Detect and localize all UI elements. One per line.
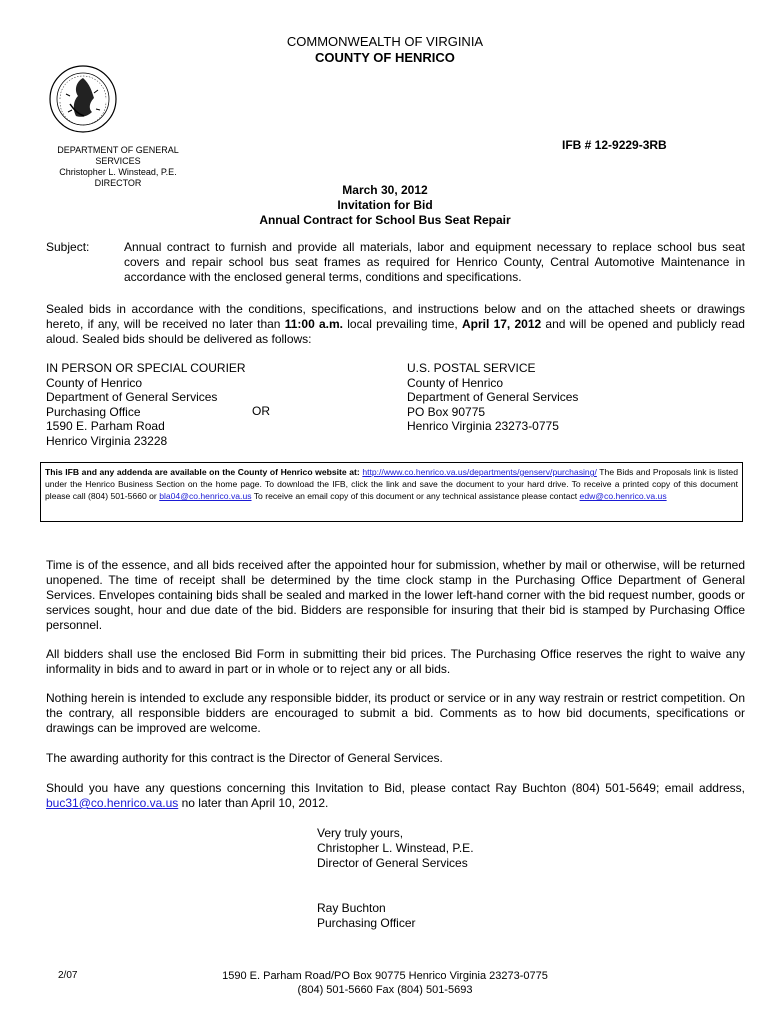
deadline-date: April 17, 2012 <box>462 317 542 331</box>
bid-form-paragraph: All bidders shall use the enclosed Bid Form in submitting their bid prices. The Purchasing Office reserves the right to waive any informality in bids and to award in part or in whole or to reject any or all bids. <box>46 647 745 676</box>
questions-paragraph: Should you have any questions concerning this Invitation to Bid, please contact Ray Buchton (804) 501-5649; email address, buc31@co.henrico.va.us no later than April 10, 2012. <box>46 781 745 810</box>
nothing-herein-paragraph: Nothing herein is intended to exclude any responsible bidder, its product or service or in any way restrain or restrict competition. On the contrary, all responsible bidders are encouraged to submit a bid. Comments as to how bid documents, specifications or drawings can be improved are welcome. <box>46 691 745 735</box>
county-seal-logo <box>48 64 118 134</box>
department-person: Christopher L. Winstead, P.E. <box>59 167 177 177</box>
closing: Very truly yours, <box>317 826 404 840</box>
department-title: DIRECTOR <box>94 178 142 188</box>
form-code: 2/07 <box>58 970 78 981</box>
signer-name-1: Christopher L. Winstead, P.E. <box>317 841 474 855</box>
contract-title: Annual Contract for School Bus Seat Repair <box>259 213 511 227</box>
document-date: March 30, 2012 <box>342 183 428 197</box>
technical-assistance-email-link[interactable]: edw@co.henrico.va.us <box>579 491 667 501</box>
subject-label: Subject: <box>46 240 90 254</box>
header-commonwealth: COMMONWEALTH OF VIRGINIA <box>286 34 484 49</box>
purchasing-website-link[interactable]: http://www.co.henrico.va.us/departments/genserv/purchasing/ <box>362 467 597 477</box>
postal-heading: U.S. POSTAL SERVICE <box>407 361 536 375</box>
signer-title-2: Purchasing Officer <box>317 916 416 930</box>
signer-name-2: Ray Buchton <box>317 901 386 915</box>
subject-text: Annual contract to furnish and provide all materials, labor and equipment necessary to replace school bus seat covers and repair school bus seat frames as required for Henrico County, Central Automotive Maintenance in accordance with the enclosed general terms, conditions and specifications. <box>124 240 745 284</box>
printed-copy-email-link[interactable]: bla04@co.henrico.va.us <box>159 491 252 501</box>
ifb-number: IFB # 12-9229-3RB <box>562 138 667 152</box>
footer <box>0 969 770 997</box>
courier-heading: IN PERSON OR SPECIAL COURIER <box>46 361 246 375</box>
website-notice-box: This IFB and any addenda are available on the County of Henrico website at: http://www.co.henrico.va.us/departments/genserv/purchasing/ The Bids and Proposals link is listed under the Henrico Business Section on the home page. To download the IFB, click the link and save the document to your hard drive. To receive a printed copy of this document please call (804) 501-5660 or bla04@co.henrico.va.us To receive an email copy of this document or any technical assistance please contact edw@co.henrico.va.us <box>40 462 743 522</box>
address-courier: IN PERSON OR SPECIAL COURIER County of Henrico Department of General Services Purchasing Office 1590 E. Parham Road Henrico Virginia 23228 <box>46 361 246 448</box>
document-type: Invitation for Bid <box>337 198 433 212</box>
department-name: DEPARTMENT OF GENERAL SERVICES <box>57 145 179 166</box>
time-essence-paragraph: Time is of the essence, and all bids received after the appointed hour for submission, whether by mail or otherwise, will be returned unopened. The time of receipt shall be determined by the time clock stamp in the Purchasing Office Department of General Services. Envelopes containing bids shall be sealed and marked in the lower left-hand corner with the bid request number, goods or services sought, hour and due date of the bid. Bidders are responsible for insuring that their bid is stamped by Purchasing Office personnel. <box>46 558 745 632</box>
or-label: OR <box>252 404 270 418</box>
header-county: COUNTY OF HENRICO <box>315 50 455 65</box>
awarding-authority-paragraph: The awarding authority for this contract is the Director of General Services. <box>46 751 443 765</box>
footer-phone: (804) 501-5660 Fax (804) 501-5693 <box>297 984 473 996</box>
contact-email-link[interactable]: buc31@co.henrico.va.us <box>46 796 179 810</box>
signature-block-1 <box>317 826 474 871</box>
signer-title-1: Director of General Services <box>317 856 468 870</box>
signature-block-2 <box>317 901 416 931</box>
title-block <box>0 183 770 228</box>
footer-address: 1590 E. Parham Road/PO Box 90775 Henrico Virginia 23273-0775 <box>222 970 548 982</box>
address-postal: U.S. POSTAL SERVICE County of Henrico Department of General Services PO Box 90775 Henrico Virginia 23273-0775 <box>407 361 579 434</box>
deadline-time: 11:00 a.m. <box>284 317 343 331</box>
sealed-bids-paragraph: Sealed bids in accordance with the conditions, specifications, and instructions below and on the attached sheets or drawings hereto, if any, will be received no later than 11:00 a.m. local prevailing time, April 17, 2012 and will be opened and publicly read aloud. Sealed bids should be delivered as follows: <box>46 302 745 346</box>
